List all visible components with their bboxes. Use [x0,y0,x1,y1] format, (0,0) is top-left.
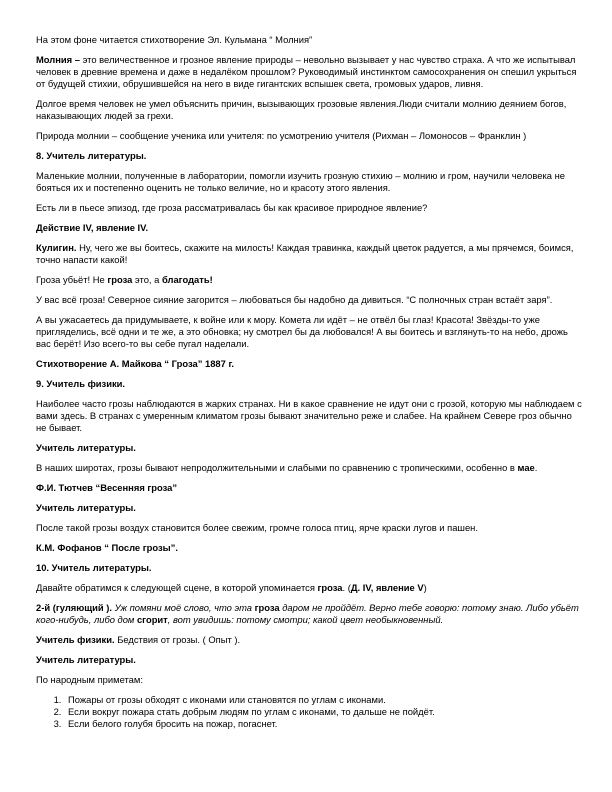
intro-paragraph: На этом фоне читается стихотворение Эл. Кульмана “ Молния” [36,34,313,45]
after-storm-paragraph: После такой грозы воздух становится более свежим, громче голоса птиц, ярче краски лугов и пашен. [36,522,478,533]
lightning-text: это величественное и грозное явление природы – невольно вызывает у нас чувство страха. А что же испытывал человек в древние времена и даже в недалёком прошлом? Руководимый инстинктом самосохранения он спешил укрыться от будущей стихии, обрушившейся на него в виде гигантских вспышек света, громовых ударов, ливня. [36,54,577,89]
walker-text-f: , вот увидишь: потому смотри; какой цвет необыкновенный. [167,614,444,625]
kuligin-name: Кулигин. [36,242,77,253]
next-scene-text-b: гроза [317,582,343,593]
kuligin-paragraph [36,242,584,266]
next-scene-text-d: Д. IV, явление V [350,582,424,593]
literature-teacher-heading-2: Учитель литературы. [36,502,136,513]
section-heading-10: 10. Учитель литературы. [36,562,152,573]
physics-teacher-label: Учитель физики. [36,634,115,645]
section-heading-8: 8. Учитель литературы. [36,150,147,161]
walker-text-e: сгорит [136,614,168,625]
question-paragraph: Есть ли в пьесе эпизод, где гроза рассматривалась бы как красивое природное явление? [36,202,428,213]
latitudes-text-c: . [534,462,538,473]
latitudes-paragraph [36,462,584,474]
comet-paragraph: А вы ужасаетесь да придумываете, к войне или к мору. Комета ли идёт – не отвёл бы глаз! Красота! Звёзды-то уже пригляделись, всё одни и те же, а это обновка; ну смотрел бы да любовался! А вы боитесь и взглянуть-то на небо, дрожь вас берёт! Изо всего-то вы себе пугал наделали. [36,314,568,349]
fofanov-heading: К.М. Фофанов “ После грозы”. [36,542,178,553]
act-heading: Действие IV, явление IV. [36,222,149,233]
grace-text-d: благодать! [161,274,213,285]
literature-teacher-heading-3: Учитель литературы. [36,654,136,665]
grace-text-b: гроза [107,274,133,285]
walker-text-c: гроза [254,602,280,613]
grace-paragraph [36,274,584,286]
literature-teacher-heading-1: Учитель литературы. [36,442,136,453]
walker-name: 2-й (гуляющий ). [36,602,113,613]
list-item: 3. Если белого голубя бросить на пожар, погаснет. [64,718,584,730]
lightning-term: Молния – [36,54,80,65]
maykov-heading: Стихотворение А. Майкова “ Гроза” 1887 г. [36,358,235,369]
lightning-paragraph [36,54,584,90]
physics-disaster-paragraph [36,634,584,646]
walker-text-d: даром не пройдёт. Верно тебе говорю: потому знаю. Либо убьёт кого-нибудь, либо дом [36,602,579,625]
next-scene-text-c: . ( [342,582,351,593]
kuligin-text: Ну, чего же вы боитесь, скажите на милость! Каждая травинка, каждый цветок радуется, а мы прячемся, боимся, точно напасти какой! [36,242,574,265]
walker-paragraph [36,602,584,626]
folk-signs-list [36,694,584,730]
northern-lights-paragraph: У вас всё гроза! Северное сияние загорится – любоваться бы надобно да дивиться. “С полночных стран встаёт заря”. [36,294,553,305]
grace-text-a: Гроза убьёт! Не [36,274,108,285]
lab-lightning-paragraph: Маленькие молнии, полученные в лаборатории, помогли изучить грозную стихию – молнию и гром, научили человека не бояться их и постепенно оценить не только величие, но и красоту этого явления. [36,170,565,193]
physics-disaster-text: Бедствия от грозы. ( Опыт ). [114,634,241,645]
section-heading-9: 9. Учитель физики. [36,378,126,389]
storm-countries-paragraph: Наиболее часто грозы наблюдаются в жарких странах. Ни в какое сравнение не идут они с грозой, которую мы наблюдаем с вами здесь. В странах с умеренным климатом грозы бывают значительно реже и слабее. На крайнем Севере гроз обычно не бывает. [36,398,582,433]
list-item: 1. Пожары от грозы обходят с иконами или становятся по углам с иконами. [64,694,584,706]
grace-text-c: это, а [132,274,162,285]
tyutchev-heading: Ф.И. Тютчев “Весенняя гроза” [36,482,178,493]
next-scene-text-e: ) [423,582,427,593]
folk-signs-paragraph: По народным приметам: [36,674,143,685]
walker-text-b: Уж помяни моё слово, что эта [112,602,255,613]
next-scene-paragraph [36,582,584,594]
nature-of-lightning-paragraph: Природа молнии – сообщение ученика или учителя: по усмотрению учителя (Рихман – Ломоносов – Франклин ) [36,130,527,141]
gods-paragraph: Долгое время человек не умел объяснить причин, вызывающих грозовые явления.Люди считали молнию деянием богов, наказывающих людей за грехи. [36,98,567,121]
document-page [36,34,584,730]
latitudes-text-a: В наших широтах, грозы бывают непродолжительными и слабыми по сравнению с тропическими, особенно в [36,462,518,473]
latitudes-text-b: мае [517,462,535,473]
next-scene-text-a: Давайте обратимся к следующей сцене, в которой упоминается [36,582,318,593]
list-item: 2. Если вокруг пожара стать добрым людям по углам с иконами, то дальше не пойдёт. [64,706,584,718]
